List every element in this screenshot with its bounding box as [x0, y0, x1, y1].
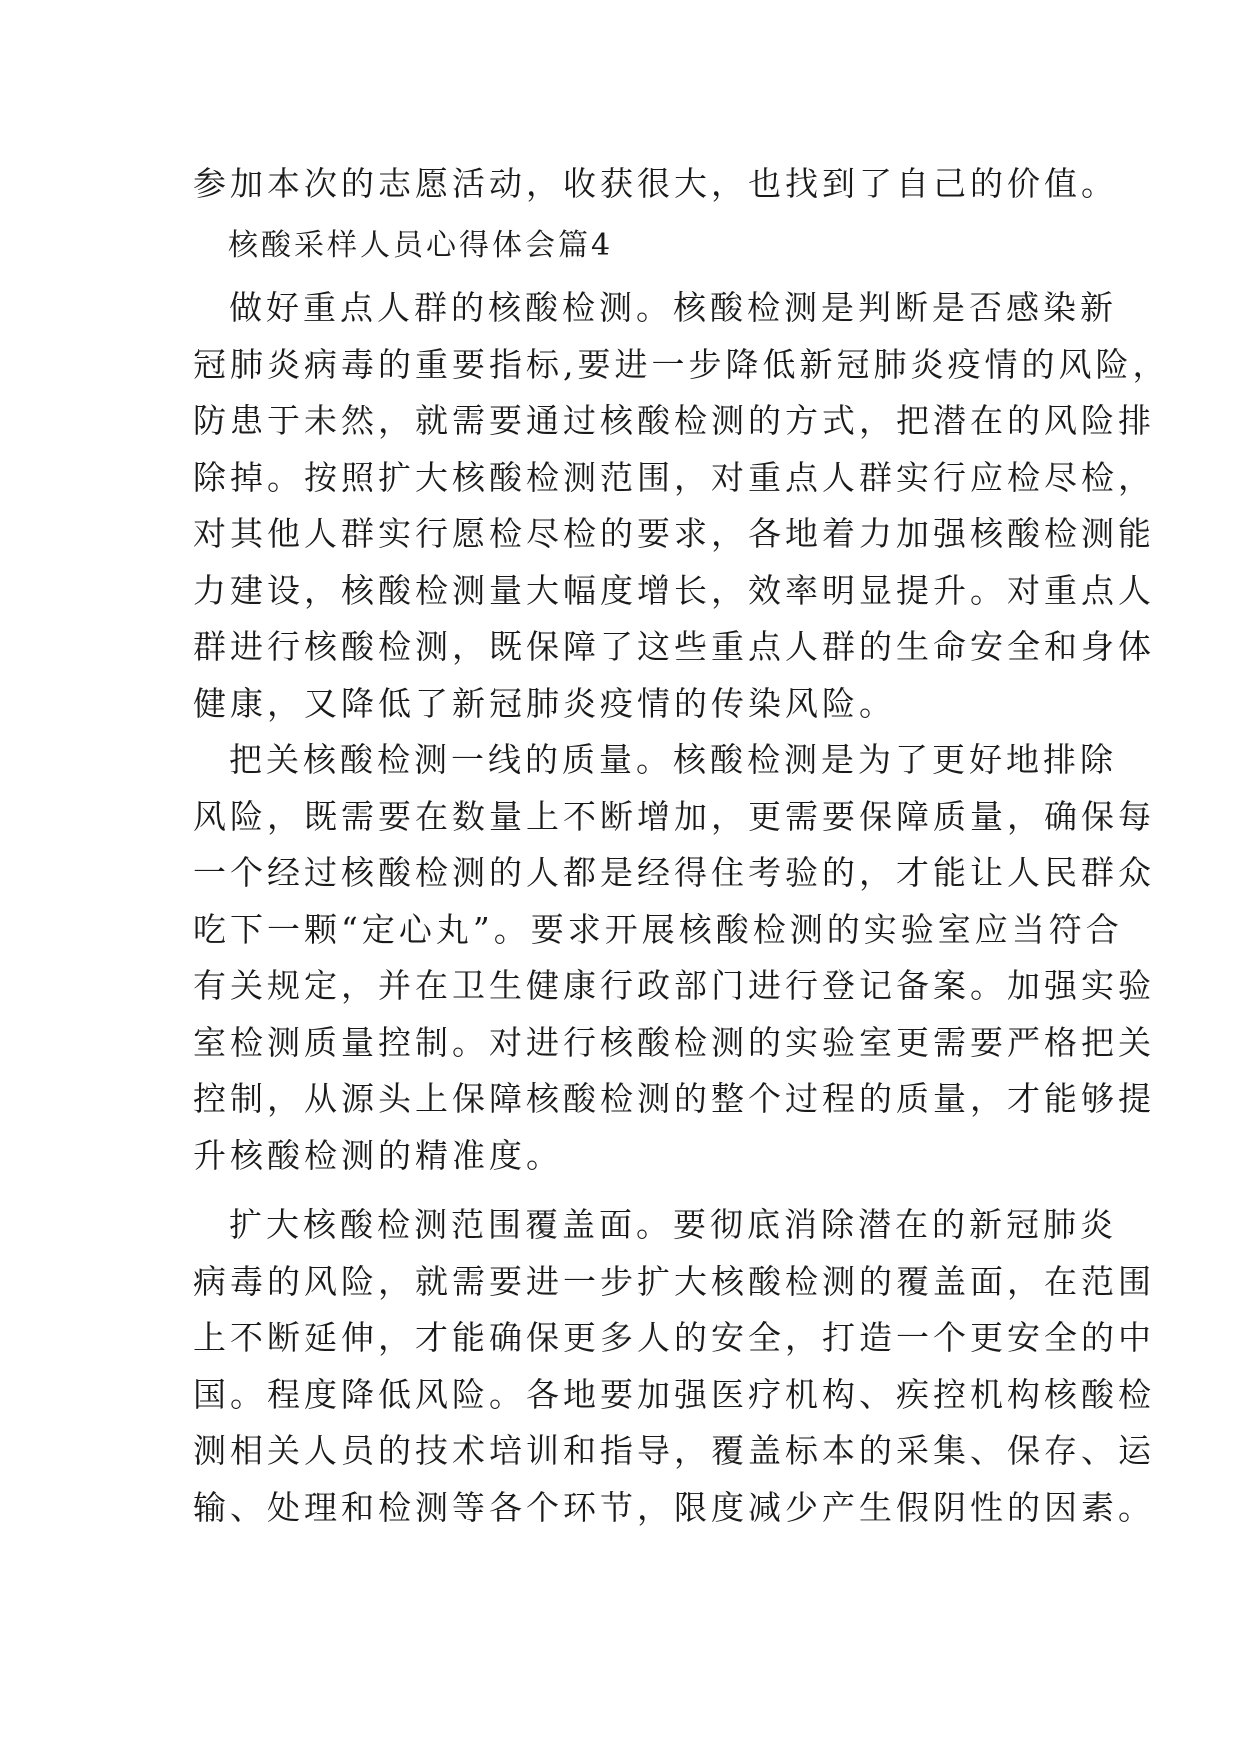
paragraph-line: 防患于未然，就需要通过核酸检测的方式，把潜在的风险排	[193, 401, 1155, 440]
paragraph-line: 做好重点人群的核酸检测。核酸检测是判断是否感染新	[229, 288, 1117, 327]
paragraph-line: 一个经过核酸检测的人都是经得住考验的，才能让人民群众	[193, 853, 1155, 892]
paragraph-line: 吃下一颗“定心丸”。要求开展核酸检测的实验室应当符合	[193, 910, 1123, 949]
paragraph-line: 控制，从源头上保障核酸检测的整个过程的质量，才能够提	[193, 1079, 1155, 1118]
paragraph-line: 对其他人群实行愿检尽检的要求，各地着力加强核酸检测能	[193, 514, 1155, 553]
paragraph-line: 室检测质量控制。对进行核酸检测的实验室更需要严格把关	[193, 1023, 1155, 1062]
paragraph-line: 国。程度降低风险。各地要加强医疗机构、疾控机构核酸检	[193, 1375, 1155, 1414]
paragraph-line: 测相关人员的技术培训和指导，覆盖标本的采集、保存、运	[193, 1431, 1155, 1470]
paragraph-line: 病毒的风险，就需要进一步扩大核酸检测的覆盖面，在范围	[193, 1262, 1155, 1301]
paragraph-line: 健康，又降低了新冠肺炎疫情的传染风险。	[193, 684, 896, 723]
paragraph-line: 有关规定，并在卫生健康行政部门进行登记备案。加强实验	[193, 966, 1155, 1005]
paragraph-line: 冠肺炎病毒的重要指标,要进一步降低新冠肺炎疫情的风险，	[193, 345, 1170, 384]
paragraph-line: 除掉。按照扩大核酸检测范围，对重点人群实行应检尽检，	[193, 458, 1155, 497]
paragraph-line: 升核酸检测的精准度。	[193, 1136, 563, 1175]
section-heading: 核酸采样人员心得体会篇4	[228, 228, 614, 263]
paragraph-line: 扩大核酸检测范围覆盖面。要彻底消除潜在的新冠肺炎	[229, 1205, 1117, 1244]
intro-line: 参加本次的志愿活动，收获很大，也找到了自己的价值。	[193, 164, 1118, 203]
paragraph-line: 上不断延伸，才能确保更多人的安全，打造一个更安全的中	[193, 1318, 1155, 1357]
paragraph-line: 把关核酸检测一线的质量。核酸检测是为了更好地排除	[229, 740, 1117, 779]
paragraph-line: 输、处理和检测等各个环节，限度减少产生假阴性的因素。	[193, 1488, 1155, 1527]
paragraph-line: 群进行核酸检测，既保障了这些重点人群的生命安全和身体	[193, 627, 1155, 666]
paragraph-line: 风险，既需要在数量上不断增加，更需要保障质量，确保每	[193, 797, 1155, 836]
paragraph-line: 力建设，核酸检测量大幅度增长，效率明显提升。对重点人	[193, 571, 1155, 610]
